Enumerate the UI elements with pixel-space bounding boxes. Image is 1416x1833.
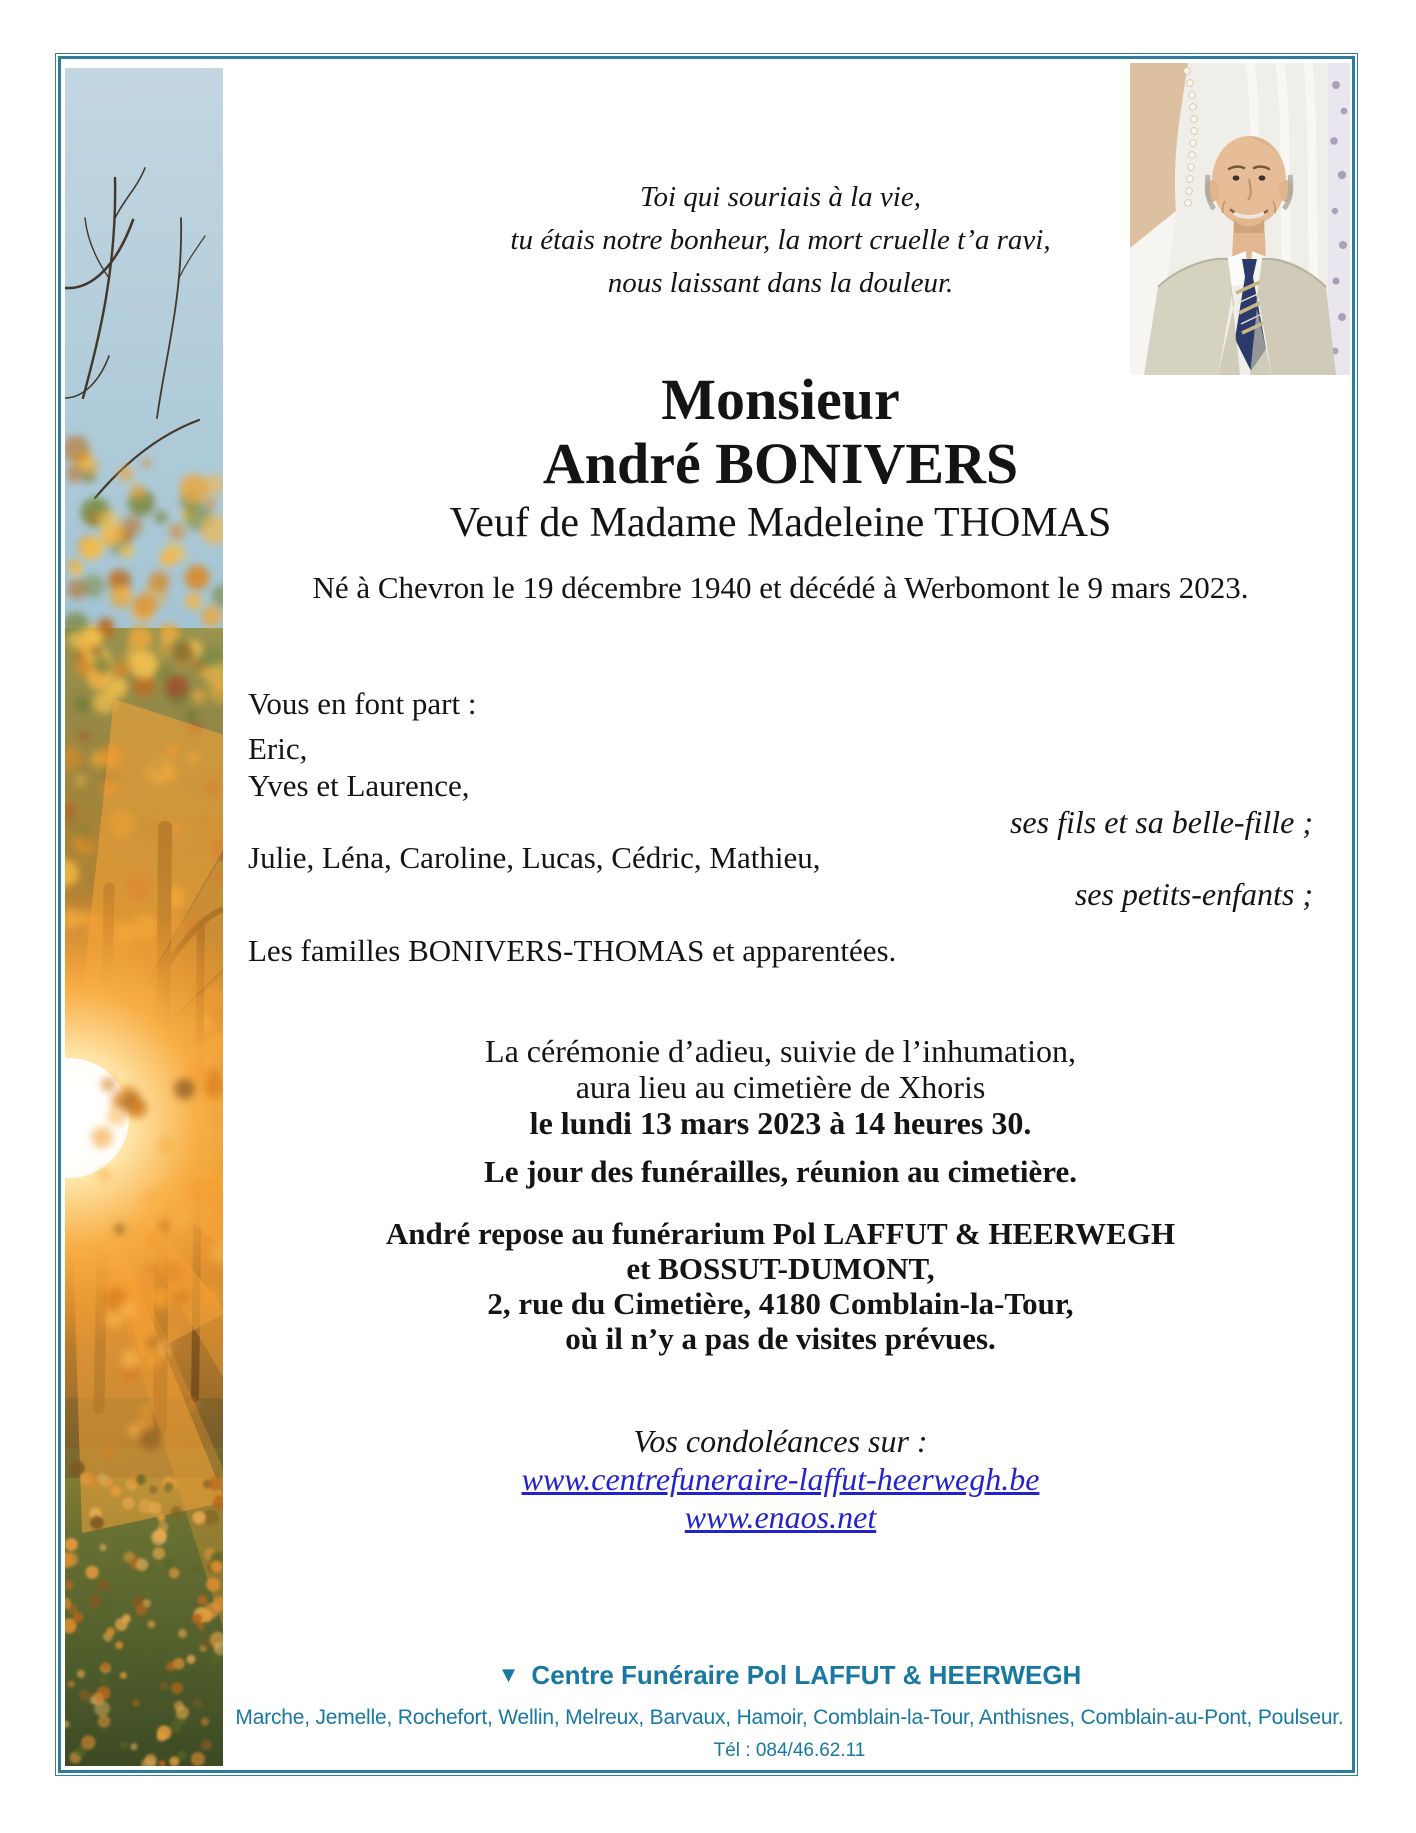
sons-line-2: Yves et Laurence, [248, 768, 470, 803]
widower-line: Veuf de Madame Madeleine THOMAS [449, 500, 1112, 546]
footer-company-line [223, 1660, 1356, 1691]
grandchildren-line: Julie, Léna, Caroline, Lucas, Cédric, Mathieu, [248, 840, 821, 875]
grandchildren-caption: ses petits-enfants ; [1074, 876, 1313, 912]
poem-line-2: tu étais notre bonheur, la mort cruelle t’a ravi, [510, 224, 1051, 256]
poem-line-1: Toi qui souriais à la vie, [640, 181, 921, 213]
condolences-block [248, 1422, 1313, 1536]
sons-caption: ses fils et sa belle-fille ; [1009, 804, 1313, 840]
autumn-photo-strip [65, 68, 223, 1766]
condolences-link-enaos[interactable]: www.enaos.net [684, 1499, 877, 1535]
footer-locations: Marche, Jemelle, Rochefort, Wellin, Melreux, Barvaux, Hamoir, Comblain-la-Tour, Anthisnes, Comblain-au-Pont, Poulseur. [235, 1706, 1344, 1729]
main-text-column [248, 0, 1313, 1833]
condolences-label: Vos condoléances sur : [633, 1423, 928, 1459]
sons-line-1: Eric, [248, 731, 308, 766]
deceased-title: Monsieur [661, 367, 900, 432]
repose-line-2: et BOSSUT-DUMONT, [626, 1251, 935, 1286]
repose-line-3: 2, rue du Cimetière, 4180 Comblain-la-Tour, [487, 1286, 1074, 1321]
autumn-trees-image [65, 68, 223, 1766]
repose-line-4: où il n’y a pas de visites prévues. [565, 1321, 996, 1356]
ceremony-line-2: aura lieu au cimetière de Xhoris [575, 1069, 986, 1105]
families-line: Les familles BONIVERS-THOMAS et apparentées. [248, 933, 897, 968]
reunion-line: Le jour des funérailles, réunion au cimetière. [484, 1154, 1077, 1189]
ceremony-block [248, 1033, 1313, 1141]
repose-block [248, 1216, 1313, 1356]
condolences-link-funeral-home[interactable]: www.centrefuneraire-laffut-heerwegh.be [521, 1461, 1040, 1497]
sons-block [248, 730, 1313, 804]
poem [248, 176, 1313, 305]
ceremony-line-3: le lundi 13 mars 2023 à 14 heures 30. [529, 1105, 1032, 1141]
ceremony-line-1: La cérémonie d’adieu, suivie de l’inhumation, [485, 1033, 1076, 1069]
footer-phone: Tél : 084/46.62.11 [713, 1740, 866, 1761]
triangle-down-icon: ▼ [497, 1662, 520, 1687]
life-dates: Né à Chevron le 19 décembre 1940 et décédé à Werbomont le 9 mars 2023. [312, 570, 1249, 605]
poem-line-3: nous laissant dans la douleur. [607, 267, 954, 299]
footer-company-name: Centre Funéraire Pol LAFFUT & HEERWEGH [531, 1660, 1082, 1690]
deceased-name: André BONIVERS [542, 431, 1019, 496]
announcement-intro: Vous en font part : [248, 686, 477, 721]
deceased-title-block [248, 368, 1313, 496]
repose-line-1: André repose au funérarium Pol LAFFUT & HEERWEGH [385, 1216, 1176, 1251]
